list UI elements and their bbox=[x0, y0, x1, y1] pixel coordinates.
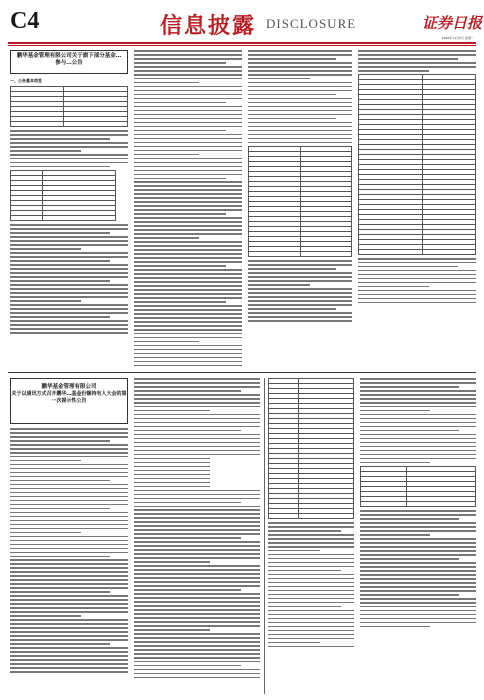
article-1-column-4 bbox=[358, 50, 476, 370]
section-title: 信息披露 bbox=[160, 13, 257, 39]
article-2-column-3 bbox=[268, 378, 354, 694]
info-table bbox=[10, 86, 128, 127]
body-text-lines-3 bbox=[134, 50, 242, 366]
article-2-title: 关于以通讯方式召开鹏华…基金份额持有人大会的第一次提示性公告 bbox=[11, 391, 127, 404]
ballot-table bbox=[360, 466, 476, 507]
body-text-lines-7 bbox=[358, 258, 476, 303]
page-header bbox=[0, 0, 484, 46]
proposal-table bbox=[268, 378, 354, 519]
column-rule bbox=[264, 378, 265, 694]
header-meta: 2020年11月2日 星期一 bbox=[441, 36, 474, 40]
fund-list-table bbox=[10, 170, 116, 221]
body-text-lines-5 bbox=[248, 260, 352, 321]
article-1-title-box bbox=[10, 50, 128, 74]
newspaper-masthead-logo: 证券日报 bbox=[422, 14, 483, 32]
body-text-lines-10 bbox=[268, 522, 354, 647]
article-1-table-label: 一、公告基本信息 bbox=[10, 78, 42, 83]
header-rule-thin bbox=[8, 45, 476, 46]
article-1-column-2 bbox=[134, 50, 242, 370]
body-text-lines-8 bbox=[10, 428, 128, 673]
body-text-lines-4 bbox=[248, 50, 352, 143]
article-2-column-1 bbox=[10, 428, 128, 694]
article-1-body bbox=[10, 76, 128, 370]
page-number: C4 bbox=[10, 8, 40, 34]
body-text-lines-2 bbox=[10, 224, 128, 333]
article-2-column-4 bbox=[360, 378, 476, 694]
body-text-lines-12 bbox=[360, 510, 476, 627]
article-2-title-box bbox=[10, 378, 128, 424]
agency-table bbox=[248, 146, 352, 257]
article-1-column-3 bbox=[248, 50, 352, 370]
body-text-lines bbox=[10, 130, 128, 167]
body-text-lines-11 bbox=[360, 378, 476, 463]
section-title-en: DISCLOSURE bbox=[266, 16, 357, 31]
article-divider bbox=[8, 372, 476, 373]
fund-code-table bbox=[358, 74, 476, 255]
article-2-company: 鹏华基金管理有限公司 bbox=[41, 384, 97, 390]
article-1-title: 鹏华基金管理有限公司关于旗下部分基金…参与…公告 bbox=[16, 53, 122, 66]
body-text-lines-6 bbox=[358, 50, 476, 72]
body-text-lines-9 bbox=[134, 378, 260, 678]
article-2-column-2 bbox=[134, 378, 260, 694]
header-rule bbox=[8, 42, 476, 44]
